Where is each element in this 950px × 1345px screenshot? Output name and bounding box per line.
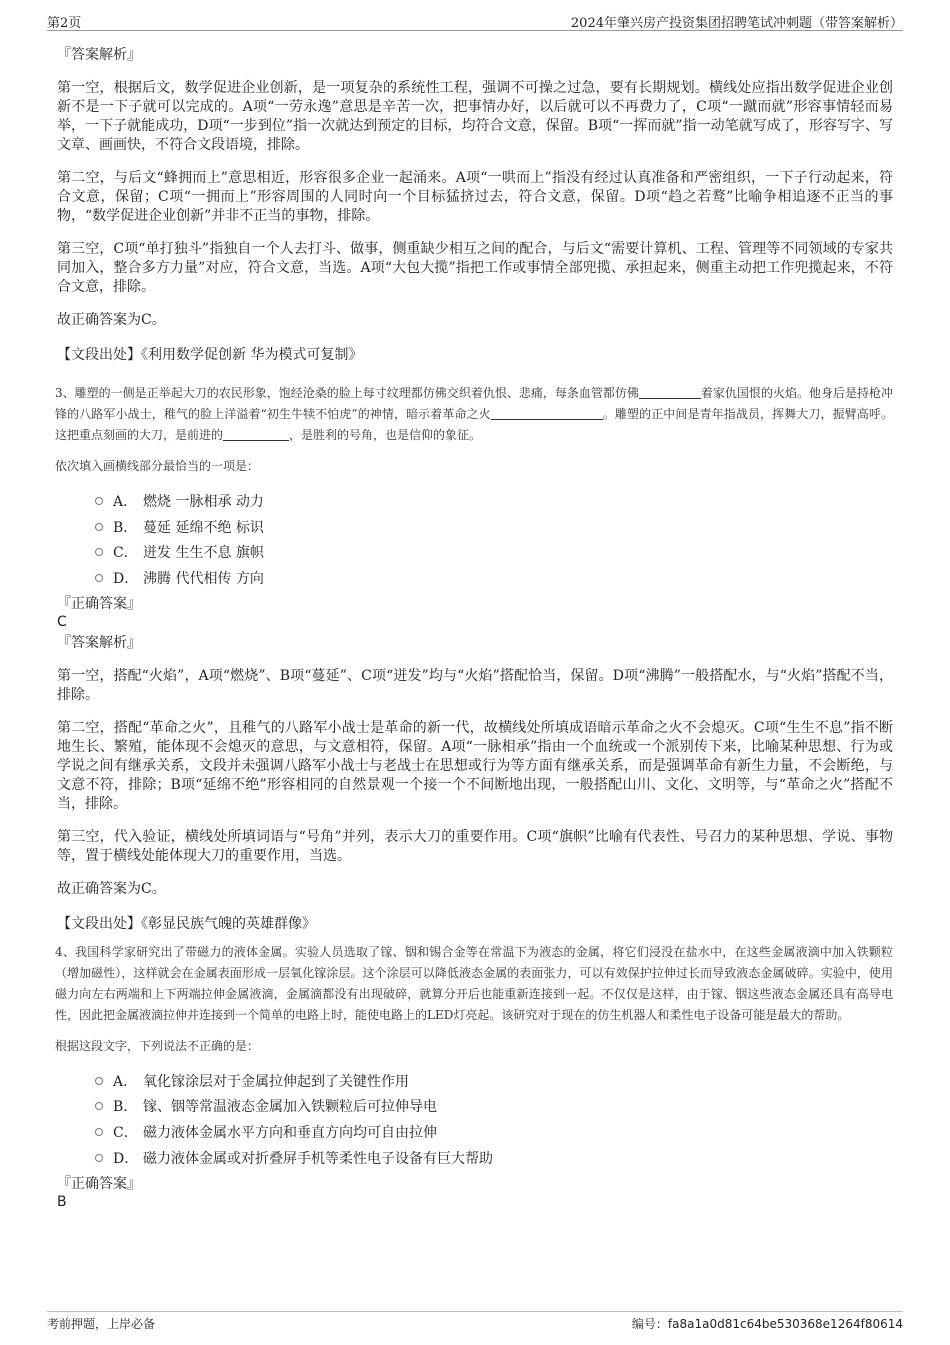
footer-motto: 考前押题，上岸必备 (47, 1317, 156, 1331)
option-list (95, 1068, 893, 1171)
radio-icon[interactable] (95, 1102, 103, 1110)
analysis-label: 『答案解析』 (57, 634, 141, 651)
question-prompt: 根据这段文字，下列说法不正确的是： (55, 1038, 260, 1053)
fill-blank (223, 427, 289, 441)
correct-answer-label: 『正确答案』 (57, 1175, 141, 1192)
analysis-paragraph: 第三空，代入验证，横线处所填词语与“号角”并列，表示大刀的重要作用。C项“旗帜”比喻有代表性、号召力的某种思想、学说、事物等，置于横线处能体现大刀的重要作用，当选。 (57, 828, 893, 864)
option-c[interactable]: C． 磁力液体金属水平方向和垂直方向均可自由拉伸 (95, 1119, 893, 1145)
radio-icon[interactable] (95, 523, 103, 531)
option-b[interactable]: B． 镓、铟等常温液态金属加入铁颗粒后可拉伸导电 (95, 1093, 893, 1119)
radio-icon[interactable] (95, 1128, 103, 1136)
question-4-stem: 4、我国科学家研究出了带磁力的液体金属。实验人员选取了镓、铟和锡合金等在常温下为液态的金属，将它们浸没在盐水中，在这些金属液滴中加入铁颗粒（增加磁性），这样就会在金属表面形成一层氧化镓涂层。这个涂层可以降低液态金属的表面张力，可以有效保护拉伸过长而导致液态金属破碎。实验中，使用磁力向左右两端和上下两端拉伸金属液滴，金属滴都没有出现破碎，就算分开后也能重新连接到一起。不仅仅是这样，由于镓、铟这些液态金属还具有高导电性，因此把金属液滴拉伸并连接到一个简单的电路上时，能使电路上的LED灯亮起。该研究对于现在的仿生机器人和柔性电子设备可能是最大的帮助。 (55, 944, 893, 1022)
analysis-paragraph: 第三空，C项“单打独斗”指独自一个人去打斗、做事，侧重缺少相互之间的配合，与后文“需要计算机、工程、管理等不同领域的专家共同加入，整合多方力量”对应，符合文意，当选。A项“大包大揽”指把工作或事情全部兜揽、承担起来，侧重主动把工作兜揽起来，不符合文意，排除。 (57, 241, 893, 295)
radio-icon[interactable] (95, 1154, 103, 1162)
correct-answer: C (57, 613, 67, 630)
analysis-paragraph: 第一空，根据后文，数学促进企业创新，是一项复杂的系统性工程，强调不可操之过急，要有长期规划。横线处应指出数学促进企业创新不是一下子就可以完成的。A项“一劳永逸”意思是辛苦一次，把事情办好，以后就可以不再费力了，C项“一蹴而就”形容事情轻而易举，一下子就能成功，D项“一步到位”指一次就达到预定的目标，均符合文意，保留。B项“一挥而就”指一动笔就写成了，形容写字、写文章、画画快，不符合文段语境，排除。 (57, 80, 893, 153)
document-code: 编号：fa8a1a0d81c64be530368e1264f80614 (631, 1317, 903, 1331)
radio-icon[interactable] (95, 1077, 103, 1085)
fill-blank (491, 406, 603, 420)
option-a[interactable]: A． 氧化镓涂层对于金属拉伸起到了关键性作用 (95, 1068, 893, 1094)
analysis-conclusion: 故正确答案为C。 (57, 312, 166, 328)
correct-answer: B (57, 1193, 67, 1210)
question-3-stem: 3、雕塑的一侧是正举起大刀的农民形象，饱经沧桑的脸上每寸纹理都仿佛交织着仇恨、悲痛，每条血管都仿佛 着家仇国恨的火焰。他身后是持枪冲锋的八路军小战士，稚气的脸上洋溢着“初生牛犊不怕虎”的神情，暗示着革命之火 。雕塑的正中间是青年指战员，挥舞大刀，振臂高呼。这把重点刻画的大刀，是前进的 ，是胜利的号角，也是信仰的象征。 (55, 386, 893, 442)
question-prompt: 依次填入画横线部分最恰当的一项是： (55, 459, 260, 473)
radio-icon[interactable] (95, 548, 103, 556)
analysis-paragraph: 第二空，搭配“革命之火”，且稚气的八路军小战士是革命的新一代，故横线处所填成语暗示革命之火不会熄灭。C项“生生不息”指不断地生长、繁殖，能体现不会熄灭的意思，与文意相符，保留。A项“一脉相承”指由一个血统或一个派别传下来，比喻某种思想、行为或学说之间有继承关系，文段并未强调八路军小战士与老战士在思想或行为等方面有继承关系，而是强调革命有新生力量，不会断绝，与文意不符，排除；B项“延绵不绝”形容相同的自然景观一个接一个不间断地出现，一般搭配山川、文化、文明等，与“革命之火”搭配不当，排除。 (57, 719, 893, 812)
analysis-paragraph: 第二空，与后文“蜂拥而上”意思相近，形容很多企业一起涌来。A项“一哄而上”指没有经过认真准备和严密组织，一下子行动起来，符合文意，保留；C项“一拥而上”形容周围的人同时向一个目标猛挤过去，符合文意，保留。D项“趋之若鹜”比喻争相追逐不正当的事物，“数学促进企业创新”并非不正当的事物，排除。 (57, 170, 893, 224)
source-citation: 【文段出处】《利用数学促创新 华为模式可复制》 (57, 347, 363, 363)
option-b[interactable]: B． 蔓延 延绵不绝 标识 (95, 514, 893, 540)
option-a[interactable]: A． 燃烧 一脉相承 动力 (95, 488, 893, 514)
option-d[interactable]: D． 沸腾 代代相传 方向 (95, 565, 893, 591)
document-title: 2024年肇兴房产投资集团招聘笔试冲刺题（带答案解析） (570, 16, 903, 31)
option-d[interactable]: D． 磁力液体金属或对折叠屏手机等柔性电子设备有巨大帮助 (95, 1145, 893, 1171)
source-citation: 【文段出处】《彰显民族气魄的英雄群像》 (57, 915, 316, 932)
page-number: 第2页 (47, 16, 82, 31)
radio-icon[interactable] (95, 497, 103, 505)
option-list (95, 488, 893, 591)
fill-blank (639, 385, 701, 399)
option-c[interactable]: C． 迸发 生生不息 旗帜 (95, 539, 893, 565)
analysis-paragraph: 第一空，搭配“火焰”，A项“燃烧”、B项“蔓延”、C项“迸发”均与“火焰”搭配恰当，保留。D项“沸腾”一般搭配水，与“火焰”搭配不当，排除。 (57, 667, 893, 703)
page-header (47, 8, 903, 31)
analysis-label: 『答案解析』 (57, 47, 141, 63)
radio-icon[interactable] (95, 574, 103, 582)
page-footer (47, 1311, 903, 1331)
page-content (57, 46, 893, 1214)
analysis-conclusion: 故正确答案为C。 (57, 880, 166, 897)
correct-answer-label: 『正确答案』 (57, 595, 141, 612)
